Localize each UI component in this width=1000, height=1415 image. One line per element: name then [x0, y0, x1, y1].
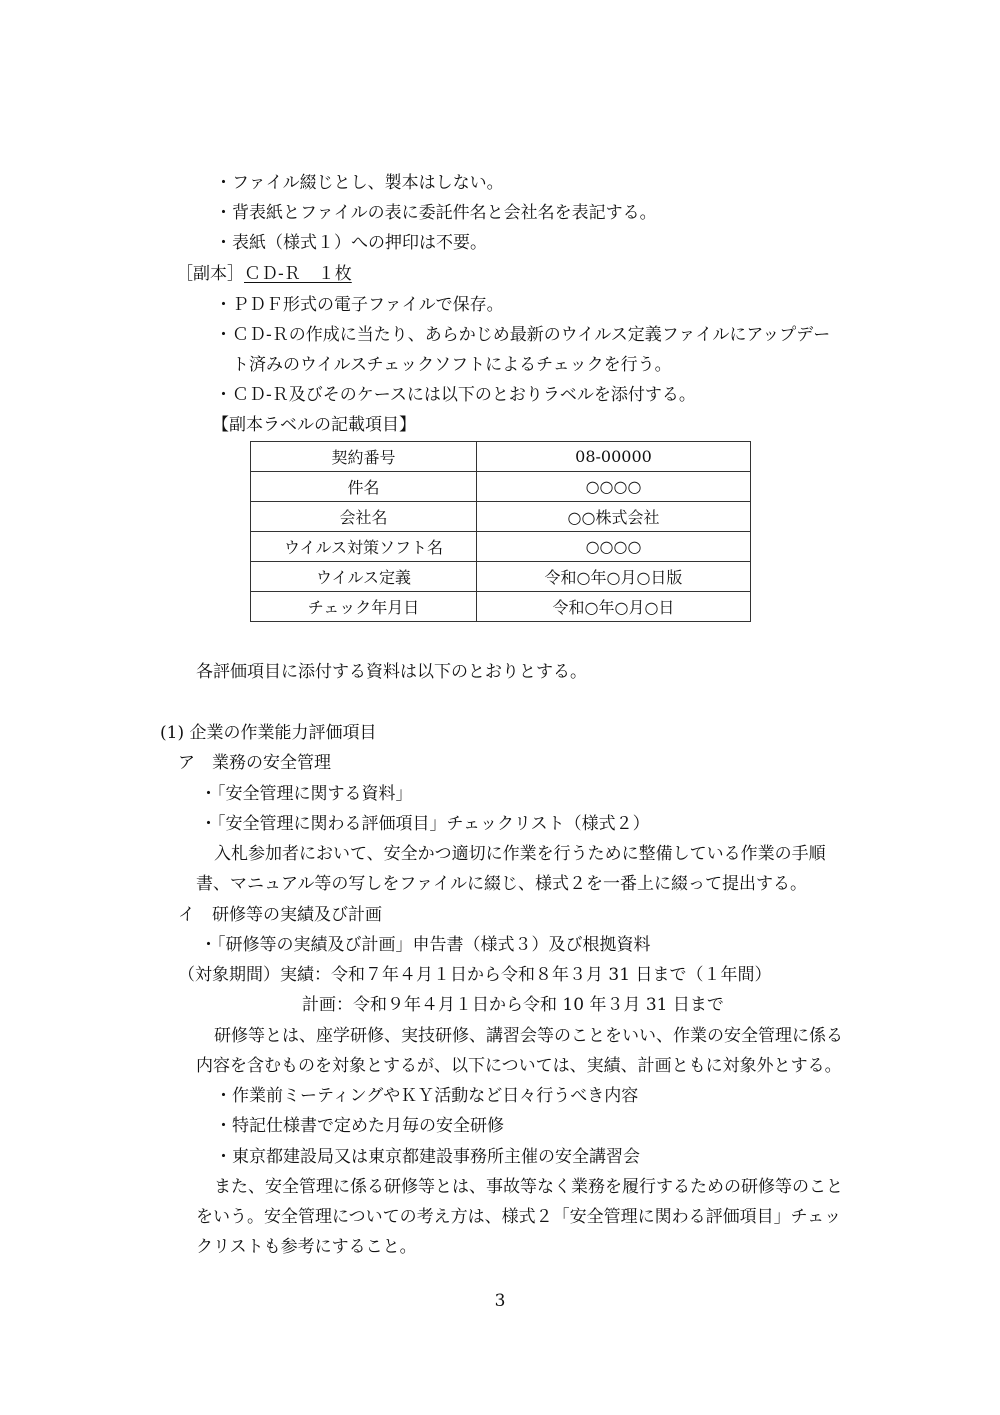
table-cell-value: ○○○○	[477, 472, 751, 502]
copy-heading-label: ［副本］	[176, 264, 244, 284]
paragraph-safety-training: また、安全管理に係る研修等とは、事故等なく業務を履行するための研修等のこと	[214, 1177, 843, 1197]
paragraph-safety-training-cont: をいう。安全管理についての考え方は、様式２「安全管理に関わる評価項目」チェッ	[196, 1207, 842, 1227]
paragraph-safety-training-end: クリストも参考にすること。	[196, 1237, 417, 1257]
table-cell-key: 件名	[251, 472, 477, 502]
table-row	[251, 592, 751, 622]
table-cell-value: 令和○年○月○日	[477, 592, 751, 622]
table-cell-key: 会社名	[251, 502, 477, 532]
table-row	[251, 502, 751, 532]
period-plan: 計画：令和９年４月１日から令和 10 年３月 31 日まで	[302, 995, 724, 1015]
paragraph-submission: 入札参加者において、安全かつ適切に作業を行うために整備している作業の手順	[214, 844, 826, 864]
copy-heading	[176, 263, 352, 285]
period-actual: （対象期間）実績：令和７年４月１日から令和８年３月 31 日まで（１年間）	[178, 965, 772, 985]
bullet-spine-label: ・背表紙とファイルの表に委託件名と会社名を表記する。	[215, 203, 657, 223]
table-row	[251, 562, 751, 592]
bullet-safety-checklist: ・「安全管理に関わる評価項目」チェックリスト（様式２）	[200, 814, 650, 834]
label-items-heading: 【副本ラベルの記載項目】	[212, 415, 416, 435]
table-cell-key: ウイルス対策ソフト名	[251, 532, 477, 562]
copy-heading-medium: ＣＤ-Ｒ １枚	[244, 264, 352, 284]
bullet-pdf-format: ・ＰＤＦ形式の電子ファイルで保存。	[215, 295, 504, 315]
table-row	[251, 472, 751, 502]
bullet-safety-docs: ・「安全管理に関する資料」	[200, 784, 413, 804]
bullet-excluded-tokyo: ・東京都建設局又は東京都建設事務所主催の安全講習会	[215, 1147, 640, 1167]
materials-intro: 各評価項目に添付する資料は以下のとおりとする。	[196, 662, 587, 682]
table-cell-key: ウイルス定義	[251, 562, 477, 592]
paragraph-submission-cont: 書、マニュアル等の写しをファイルに綴じ、様式２を一番上に綴って提出する。	[196, 874, 807, 894]
table-cell-value: 08-00000	[477, 442, 751, 472]
table-cell-value: ○○○○	[477, 532, 751, 562]
bullet-cover-seal: ・表紙（様式１）への押印は不要。	[215, 233, 487, 253]
page-number: 3	[494, 1291, 506, 1311]
bullet-excluded-monthly: ・特記仕様書で定めた月毎の安全研修	[215, 1116, 504, 1136]
bullet-label-attach: ・ＣＤ-Ｒ及びそのケースには以下のとおりラベルを添付する。	[215, 385, 696, 405]
label-items-table	[250, 441, 751, 622]
bullet-excluded-ky: ・作業前ミーティングやＫＹ活動など日々行うべき内容	[215, 1086, 639, 1106]
subsection-heading-i: イ 研修等の実績及び計画	[178, 905, 382, 925]
paragraph-training-definition: 研修等とは、座学研修、実技研修、講習会等のことをいい、作業の安全管理に係る	[214, 1026, 843, 1046]
bullet-training-report: ・「研修等の実績及び計画」申告書（様式３）及び根拠資料	[200, 935, 651, 955]
section-heading-1: (1) 企業の作業能力評価項目	[160, 723, 377, 743]
paragraph-training-definition-cont: 内容を含むものを対象とするが、以下については、実績、計画ともに対象外とする。	[196, 1056, 842, 1076]
bullet-virus-check: ・ＣＤ-Ｒの作成に当たり、あらかじめ最新のウイルス定義ファイルにアップデー	[215, 325, 831, 345]
table-cell-value: ○○株式会社	[477, 502, 751, 532]
table-cell-key: 契約番号	[251, 442, 477, 472]
table-row	[251, 532, 751, 562]
table-cell-key: チェック年月日	[251, 592, 477, 622]
table-row	[251, 442, 751, 472]
bullet-file-binding: ・ファイル綴じとし、製本はしない。	[215, 173, 504, 193]
table-cell-value: 令和○年○月○日版	[477, 562, 751, 592]
subsection-heading-a: ア 業務の安全管理	[178, 753, 331, 773]
bullet-virus-check-cont: ト済みのウイルスチェックソフトによるチェックを行う。	[232, 355, 672, 375]
